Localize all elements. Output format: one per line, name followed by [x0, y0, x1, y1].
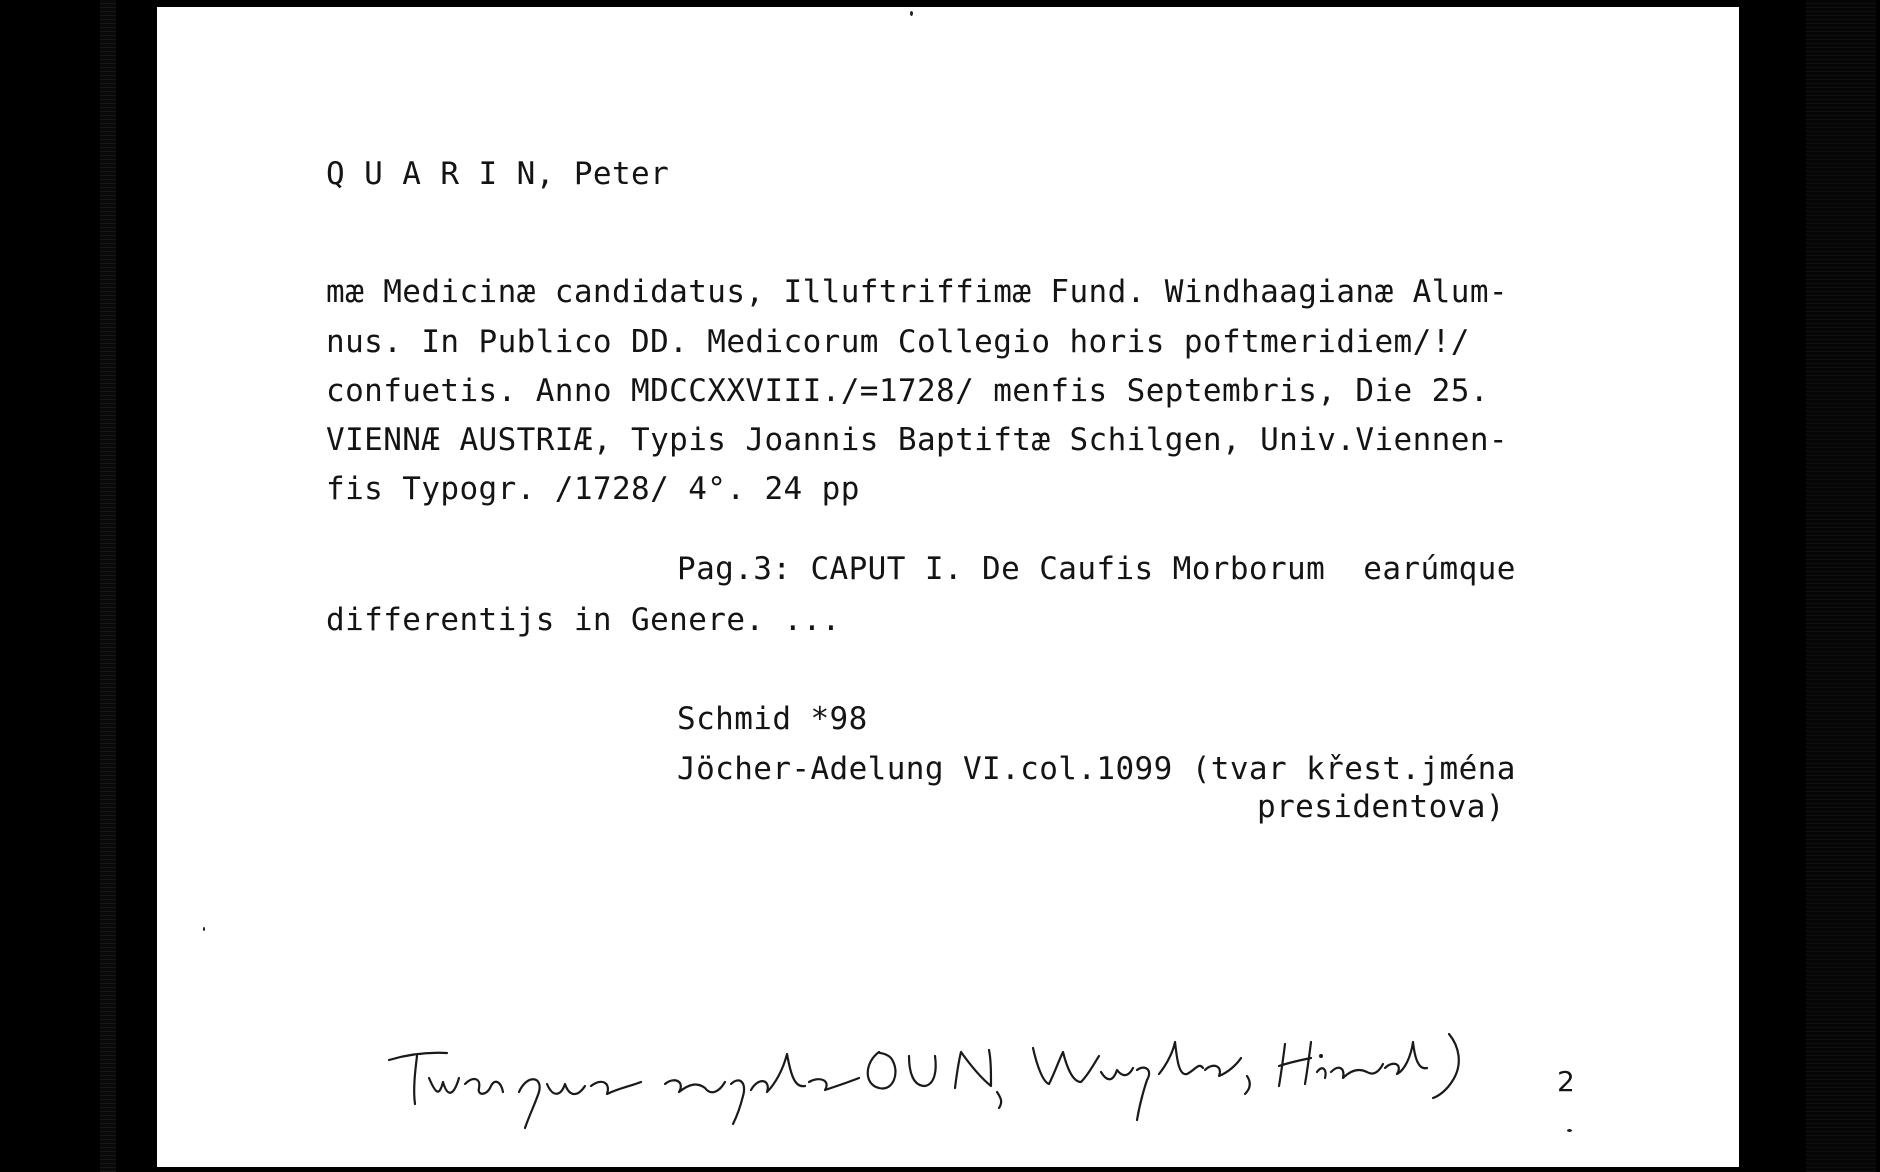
body-line-4: VIENNÆ AUSTRIÆ, Typis Joannis Baptiftæ Schilgen, Univ.Viennen- [326, 422, 1508, 458]
reference-continuation: presidentova) [1257, 789, 1505, 825]
body-line-2: nus. In Publico DD. Medicorum Collegio horis poftmeridiem/!/ [326, 324, 1470, 360]
reference-schmid: Schmid *98 [677, 701, 868, 737]
author-heading: Q U A R I N, Peter [326, 156, 670, 192]
scan-edge-left [100, 0, 116, 1172]
handwritten-note-strokes [379, 1012, 1499, 1132]
scan-edge-right [1806, 0, 1876, 1172]
body-line-5: fis Typogr. /1728/ 4°. 24 pp [326, 471, 860, 507]
scan-speck [1567, 1129, 1572, 1132]
scan-speck [203, 927, 205, 931]
excerpt-line-2: differentijs in Genere. ... [326, 602, 841, 638]
body-line-3: confuetis. Anno MDCCXXVIII./=1728/ menfis Septembris, Die 25. [326, 373, 1489, 409]
scan-speck [910, 11, 913, 16]
catalog-card [157, 7, 1739, 1167]
page-number: 2 [1557, 1065, 1575, 1098]
handwritten-note [379, 1012, 1499, 1132]
body-line-1: mæ Medicinæ candidatus, Illuftriffimæ Fund. Windhaagianæ Alum- [326, 274, 1508, 310]
reference-jocher-adelung: Jöcher-Adelung VI.col.1099 (tvar křest.jména [677, 751, 1516, 787]
excerpt-line-1: Pag.3: CAPUT I. De Caufis Morborum earúmque [677, 551, 1516, 587]
